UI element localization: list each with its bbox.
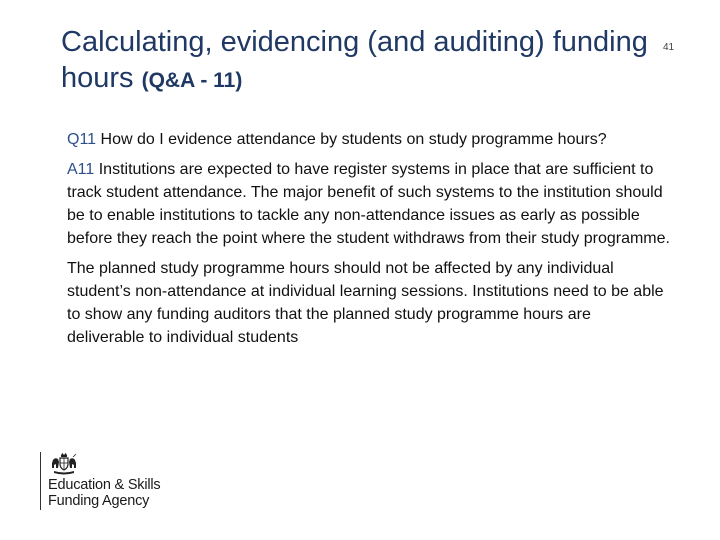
answer-label: A11	[67, 161, 95, 178]
agency-logo	[40, 452, 190, 512]
logo-line-1: Education & Skills	[48, 477, 161, 493]
question-paragraph	[67, 128, 672, 151]
logo-divider	[40, 452, 41, 510]
title-suffix: (Q&A - 11)	[141, 69, 243, 92]
question-label: Q11	[67, 131, 97, 148]
logo-line-2: Funding Agency	[48, 493, 150, 509]
logo-wordmark	[48, 477, 160, 509]
answer-paragraph	[67, 158, 672, 250]
question-text: How do I evidence attendance by students on study programme hours?	[100, 131, 607, 148]
royal-coat-of-arms-icon	[49, 452, 79, 476]
slide-number: 41	[663, 42, 675, 53]
title-main: Calculating, evidencing (and auditing) funding hours	[61, 26, 648, 94]
slide-title	[61, 24, 661, 99]
answer-text: Institutions are expected to have register systems in place that are sufficient to track student attendance. The major benefit of such systems to the institution should be to enable institutions to tackle any non-attendance issues as early as possible before they reach the point where the student withdraws from their study programme.	[67, 161, 670, 247]
slide-body	[67, 128, 672, 356]
followup-paragraph: The planned study programme hours should not be affected by any individual student’s non-attendance at individual learning sessions. Institutions need to be able to show any funding auditors that the planned study programme hours are deliverable to individual students	[67, 260, 664, 346]
